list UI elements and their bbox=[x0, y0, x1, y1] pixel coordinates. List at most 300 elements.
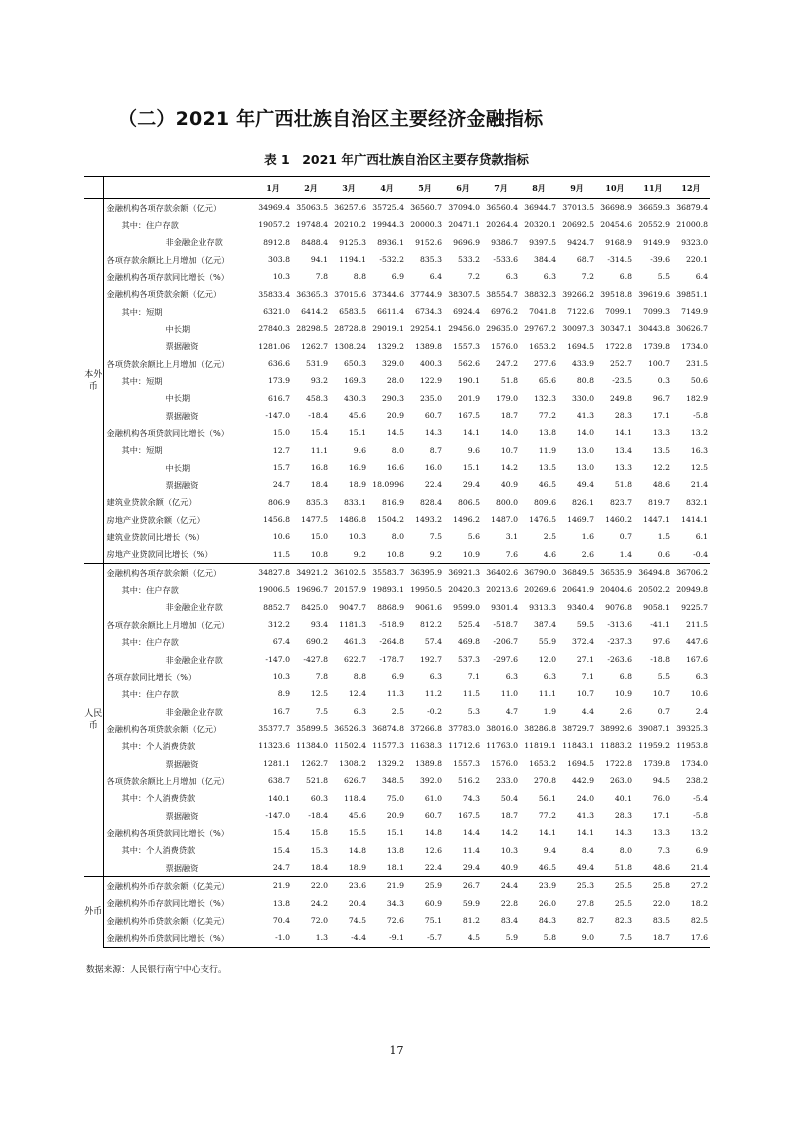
value-cell: 36698.9 bbox=[596, 199, 634, 217]
value-cell: 4.7 bbox=[505, 706, 518, 716]
value-cell: 516.2 bbox=[457, 776, 480, 786]
value-cell: 38307.5 bbox=[448, 289, 480, 299]
value-cell: 525.4 bbox=[457, 620, 480, 630]
value-cell: 9.4 bbox=[543, 845, 556, 855]
value-cell: 51.8 bbox=[500, 376, 518, 386]
value-cell: 36395.9 bbox=[406, 564, 444, 582]
value-cell: 15.0 bbox=[272, 428, 290, 438]
value-cell: 7.8 bbox=[315, 272, 328, 282]
value-cell: 94.5 bbox=[652, 776, 670, 786]
value-cell: -18.8 bbox=[650, 654, 670, 664]
group-label: 人民币 bbox=[84, 564, 103, 877]
value-cell: 21.4 bbox=[690, 480, 708, 490]
value-cell: 9301.4 bbox=[491, 602, 518, 612]
value-cell: 60.7 bbox=[424, 810, 442, 820]
value-cell: 7.1 bbox=[467, 672, 480, 682]
value-cell: 238.2 bbox=[685, 776, 708, 786]
value-cell: 68.7 bbox=[576, 254, 594, 264]
table-row bbox=[84, 772, 710, 789]
row-label: 票据融资 bbox=[165, 862, 199, 873]
value-cell: 9386.7 bbox=[491, 237, 518, 247]
value-cell: 15.1 bbox=[386, 828, 404, 838]
table-row bbox=[84, 494, 710, 511]
value-cell: 11.1 bbox=[310, 445, 328, 455]
row-label: 其中：住户存款 bbox=[121, 637, 179, 648]
value-cell: 12.4 bbox=[348, 689, 366, 699]
value-cell: 37744.9 bbox=[410, 289, 442, 299]
value-cell: 60.9 bbox=[424, 898, 442, 908]
group-label: 本外币 bbox=[84, 199, 103, 564]
value-cell: 8936.1 bbox=[377, 237, 404, 247]
section-heading: （二）2021 年广西壮族自治区主要经济金融指标 bbox=[118, 108, 544, 130]
table-row bbox=[84, 807, 710, 824]
value-cell: 49.4 bbox=[576, 480, 594, 490]
value-cell: 10.3 bbox=[500, 845, 518, 855]
value-cell: 36102.5 bbox=[330, 564, 368, 582]
value-cell: 1460.2 bbox=[605, 515, 632, 524]
value-cell: 13.8 bbox=[386, 845, 404, 855]
value-cell: 30443.8 bbox=[638, 324, 670, 334]
value-cell: 211.5 bbox=[685, 620, 708, 630]
value-cell: 16.9 bbox=[348, 462, 366, 472]
value-cell: 11.5 bbox=[272, 549, 290, 559]
value-cell: 14.0 bbox=[576, 428, 594, 438]
value-cell: 20157.9 bbox=[334, 585, 366, 595]
value-cell: 13.8 bbox=[538, 428, 556, 438]
table-row bbox=[84, 912, 710, 929]
value-cell: 83.5 bbox=[652, 915, 670, 925]
value-cell: 12.5 bbox=[310, 689, 328, 699]
table-row bbox=[84, 268, 710, 285]
value-cell: 75.1 bbox=[424, 915, 442, 925]
value-cell: 16.6 bbox=[386, 462, 404, 472]
value-cell: 1694.5 bbox=[567, 341, 594, 351]
value-cell: 167.5 bbox=[457, 410, 480, 420]
value-cell: 263.0 bbox=[609, 776, 632, 786]
value-cell: 167.6 bbox=[685, 654, 708, 664]
value-cell: 14.2 bbox=[500, 828, 518, 838]
value-cell: 7.2 bbox=[581, 272, 594, 282]
month-header: 5月 bbox=[406, 177, 444, 199]
value-cell: 38286.8 bbox=[524, 724, 556, 734]
value-cell: 12.7 bbox=[272, 445, 290, 455]
value-cell: 1181.3 bbox=[339, 620, 366, 630]
group-header-cell bbox=[84, 177, 103, 199]
label-header-cell bbox=[103, 177, 254, 199]
value-cell: 10.6 bbox=[272, 532, 290, 542]
value-cell: 9.6 bbox=[353, 445, 366, 455]
value-cell: 37015.6 bbox=[334, 289, 366, 299]
table-row bbox=[84, 320, 710, 337]
value-cell: 167.5 bbox=[457, 810, 480, 820]
table-row bbox=[84, 442, 710, 459]
value-cell: 6.4 bbox=[695, 272, 708, 282]
value-cell: 1476.5 bbox=[529, 515, 556, 524]
table-row bbox=[84, 216, 710, 233]
value-cell: 20404.6 bbox=[600, 585, 632, 595]
value-cell: 20692.5 bbox=[562, 220, 594, 230]
value-cell: 45.6 bbox=[348, 410, 366, 420]
month-header: 9月 bbox=[558, 177, 596, 199]
value-cell: 36874.8 bbox=[372, 724, 404, 734]
value-cell: 0.7 bbox=[619, 532, 632, 542]
value-cell: 1308.2 bbox=[339, 758, 366, 768]
value-cell: -532.2 bbox=[379, 254, 404, 264]
value-cell: 10.7 bbox=[652, 689, 670, 699]
value-cell: 270.8 bbox=[533, 776, 556, 786]
value-cell: 48.6 bbox=[652, 862, 670, 872]
value-cell: 800.0 bbox=[495, 497, 518, 507]
value-cell: 30626.7 bbox=[676, 324, 708, 334]
value-cell: 1456.8 bbox=[263, 515, 290, 524]
value-cell: 15.8 bbox=[310, 828, 328, 838]
value-cell: 252.7 bbox=[609, 358, 632, 368]
value-cell: 29767.2 bbox=[524, 324, 556, 334]
table-row bbox=[84, 824, 710, 841]
value-cell: 22.8 bbox=[500, 898, 518, 908]
value-cell: 11953.8 bbox=[676, 741, 708, 751]
value-cell: -518.9 bbox=[379, 620, 404, 630]
month-header: 1月 bbox=[254, 177, 292, 199]
value-cell: 1477.5 bbox=[301, 515, 328, 524]
value-cell: 1262.7 bbox=[301, 758, 328, 768]
table-row bbox=[84, 720, 710, 737]
value-cell: 24.4 bbox=[482, 877, 520, 895]
value-cell: 9047.7 bbox=[339, 602, 366, 612]
value-cell: 24.0 bbox=[576, 793, 594, 803]
value-cell: 9599.0 bbox=[453, 602, 480, 612]
value-cell: 11763.0 bbox=[486, 741, 518, 751]
value-cell: 15.1 bbox=[348, 428, 366, 438]
value-cell: 7.5 bbox=[596, 929, 634, 947]
month-header: 2月 bbox=[292, 177, 330, 199]
value-cell: 67.4 bbox=[272, 637, 290, 647]
value-cell: 7099.1 bbox=[605, 306, 632, 316]
value-cell: 384.4 bbox=[533, 254, 556, 264]
value-cell: 6.3 bbox=[429, 672, 442, 682]
value-cell: 8.7 bbox=[429, 445, 442, 455]
value-cell: 819.7 bbox=[647, 497, 670, 507]
value-cell: 14.1 bbox=[614, 428, 632, 438]
row-label: 房地产业贷款同比增长（%） bbox=[106, 549, 213, 560]
value-cell: 21.9 bbox=[254, 877, 292, 895]
value-cell: 10.8 bbox=[310, 549, 328, 559]
table-row bbox=[84, 424, 710, 441]
value-cell: 1722.8 bbox=[605, 341, 632, 351]
value-cell: 94.1 bbox=[310, 254, 328, 264]
value-cell: 6.9 bbox=[391, 672, 404, 682]
value-cell: 8.0 bbox=[391, 532, 404, 542]
value-cell: 36790.0 bbox=[520, 564, 558, 582]
value-cell: 616.7 bbox=[267, 393, 290, 403]
value-cell: 11323.6 bbox=[258, 741, 290, 751]
value-cell: 10.9 bbox=[614, 689, 632, 699]
value-cell: 447.6 bbox=[685, 637, 708, 647]
value-cell: 812.2 bbox=[419, 620, 442, 630]
value-cell: 11.5 bbox=[462, 689, 480, 699]
value-cell: 14.1 bbox=[462, 428, 480, 438]
value-cell: 1487.0 bbox=[491, 515, 518, 524]
value-cell: -18.4 bbox=[308, 810, 328, 820]
value-cell: 636.6 bbox=[267, 358, 290, 368]
value-cell: 9168.9 bbox=[605, 237, 632, 247]
table-row bbox=[84, 877, 710, 895]
value-cell: 1329.2 bbox=[377, 758, 404, 768]
value-cell: 1414.1 bbox=[681, 515, 708, 524]
value-cell: 39851.1 bbox=[676, 289, 708, 299]
table-row bbox=[84, 355, 710, 372]
value-cell: 81.2 bbox=[462, 915, 480, 925]
value-cell: 20949.8 bbox=[676, 585, 708, 595]
value-cell: 25.8 bbox=[634, 877, 672, 895]
value-cell: 15.7 bbox=[272, 462, 290, 472]
value-cell: -0.4 bbox=[693, 549, 708, 559]
value-cell: -1.0 bbox=[254, 929, 292, 947]
value-cell: 7.5 bbox=[429, 532, 442, 542]
value-cell: 118.4 bbox=[343, 793, 366, 803]
row-label: 各项贷款余额比上月增加（亿元） bbox=[106, 358, 230, 369]
value-cell: 83.4 bbox=[500, 915, 518, 925]
row-label: 各项存款余额比上月增加（亿元） bbox=[106, 619, 230, 630]
table-row bbox=[84, 546, 710, 564]
value-cell: 6.9 bbox=[695, 845, 708, 855]
value-cell: 531.9 bbox=[305, 358, 328, 368]
value-cell: 36944.7 bbox=[520, 199, 558, 217]
value-cell: 11.0 bbox=[500, 689, 518, 699]
value-cell: 27.1 bbox=[576, 654, 594, 664]
value-cell: 30097.3 bbox=[562, 324, 594, 334]
value-cell: 18.4 bbox=[310, 862, 328, 872]
value-cell: 1576.0 bbox=[491, 341, 518, 351]
value-cell: 100.7 bbox=[647, 358, 670, 368]
value-cell: 18.7 bbox=[500, 810, 518, 820]
value-cell: 38992.6 bbox=[600, 724, 632, 734]
value-cell: 38016.0 bbox=[486, 724, 518, 734]
value-cell: 11384.0 bbox=[296, 741, 328, 751]
value-cell: -427.8 bbox=[303, 654, 328, 664]
value-cell: 20454.6 bbox=[600, 220, 632, 230]
value-cell: 20502.2 bbox=[638, 585, 670, 595]
row-label: 中长期 bbox=[165, 462, 191, 473]
value-cell: 28.0 bbox=[386, 376, 404, 386]
value-cell: 82.5 bbox=[690, 915, 708, 925]
value-cell: 20269.6 bbox=[524, 585, 556, 595]
value-cell: 1281.1 bbox=[263, 758, 290, 768]
value-cell: 6.8 bbox=[619, 672, 632, 682]
value-cell: 36365.3 bbox=[296, 289, 328, 299]
row-label: 其中：短期 bbox=[121, 445, 163, 456]
value-cell: 11712.6 bbox=[448, 741, 480, 751]
month-header: 12月 bbox=[672, 177, 710, 199]
value-cell: -518.7 bbox=[493, 620, 518, 630]
month-header: 6月 bbox=[444, 177, 482, 199]
value-cell: 35833.4 bbox=[258, 289, 290, 299]
value-cell: 27.8 bbox=[576, 898, 594, 908]
value-cell: 638.7 bbox=[267, 776, 290, 786]
value-cell: 8868.9 bbox=[377, 602, 404, 612]
value-cell: 38832.3 bbox=[524, 289, 556, 299]
value-cell: 82.3 bbox=[614, 915, 632, 925]
value-cell: 12.5 bbox=[690, 462, 708, 472]
value-cell: 40.9 bbox=[500, 862, 518, 872]
value-cell: 17.1 bbox=[652, 410, 670, 420]
value-cell: 14.1 bbox=[538, 828, 556, 838]
row-label: 金融机构各项存款同比增长（%） bbox=[106, 271, 229, 282]
row-label: 其中：个人消费贷款 bbox=[121, 845, 196, 856]
row-label: 非金融企业存款 bbox=[165, 654, 223, 665]
value-cell: 14.8 bbox=[348, 845, 366, 855]
value-cell: 16.3 bbox=[690, 445, 708, 455]
value-cell: 1557.3 bbox=[453, 341, 480, 351]
value-cell: -9.1 bbox=[368, 929, 406, 947]
value-cell: 5.8 bbox=[520, 929, 558, 947]
value-cell: 5.3 bbox=[467, 706, 480, 716]
value-cell: 12.0 bbox=[538, 654, 556, 664]
value-cell: 37344.6 bbox=[372, 289, 404, 299]
value-cell: 9.2 bbox=[353, 549, 366, 559]
value-cell: 6.3 bbox=[353, 706, 366, 716]
value-cell: 14.5 bbox=[386, 428, 404, 438]
value-cell: 1694.5 bbox=[567, 758, 594, 768]
value-cell: 533.2 bbox=[457, 254, 480, 264]
value-cell: 11883.2 bbox=[600, 741, 632, 751]
value-cell: 37013.5 bbox=[558, 199, 596, 217]
value-cell: 49.4 bbox=[576, 862, 594, 872]
value-cell: 2.6 bbox=[619, 706, 632, 716]
month-header: 8月 bbox=[520, 177, 558, 199]
value-cell: 26.0 bbox=[538, 898, 556, 908]
value-cell: 6924.4 bbox=[453, 306, 480, 316]
row-label: 其中：个人消费贷款 bbox=[121, 793, 196, 804]
value-cell: -5.8 bbox=[693, 410, 708, 420]
value-cell: 93.4 bbox=[310, 620, 328, 630]
row-label: 金融机构各项贷款余额（亿元） bbox=[106, 723, 222, 734]
value-cell: 9152.6 bbox=[415, 237, 442, 247]
value-cell: 24.7 bbox=[272, 862, 290, 872]
row-label: 其中：短期 bbox=[121, 306, 163, 317]
value-cell: 51.8 bbox=[614, 480, 632, 490]
value-cell: 10.8 bbox=[386, 549, 404, 559]
table-row bbox=[84, 703, 710, 720]
value-cell: 20210.2 bbox=[334, 220, 366, 230]
value-cell: 8.8 bbox=[353, 672, 366, 682]
value-cell: 18.1 bbox=[386, 862, 404, 872]
value-cell: 11.4 bbox=[462, 845, 480, 855]
row-label: 各项贷款余额比上月增加（亿元） bbox=[106, 775, 230, 786]
value-cell: 24.2 bbox=[310, 898, 328, 908]
value-cell: 36706.2 bbox=[672, 564, 710, 582]
value-cell: 14.3 bbox=[614, 828, 632, 838]
value-cell: -41.1 bbox=[650, 620, 670, 630]
value-cell: 833.1 bbox=[343, 497, 366, 507]
value-cell: 387.4 bbox=[533, 620, 556, 630]
value-cell: -147.0 bbox=[265, 410, 290, 420]
value-cell: -533.6 bbox=[493, 254, 518, 264]
value-cell: 122.9 bbox=[419, 376, 442, 386]
value-cell: 247.2 bbox=[495, 358, 518, 368]
value-cell: 2.5 bbox=[543, 532, 556, 542]
value-cell: 1722.8 bbox=[605, 758, 632, 768]
month-header: 10月 bbox=[596, 177, 634, 199]
value-cell: 39087.1 bbox=[638, 724, 670, 734]
table-row bbox=[84, 859, 710, 877]
table-row bbox=[84, 842, 710, 859]
value-cell: 372.4 bbox=[571, 637, 594, 647]
value-cell: 13.3 bbox=[614, 462, 632, 472]
value-cell: 34921.2 bbox=[292, 564, 330, 582]
value-cell: 15.4 bbox=[272, 845, 290, 855]
row-label: 非金融企业存款 bbox=[165, 237, 223, 248]
value-cell: 45.6 bbox=[348, 810, 366, 820]
value-cell: 1653.2 bbox=[529, 341, 556, 351]
value-cell: 77.2 bbox=[538, 810, 556, 820]
value-cell: 36526.3 bbox=[334, 724, 366, 734]
value-cell: 27840.3 bbox=[258, 324, 290, 334]
value-cell: 0.7 bbox=[657, 706, 670, 716]
value-cell: 0.3 bbox=[657, 376, 670, 386]
value-cell: 22.4 bbox=[424, 480, 442, 490]
value-cell: 1734.0 bbox=[681, 341, 708, 351]
value-cell: 1308.24 bbox=[334, 341, 366, 351]
value-cell: 72.6 bbox=[386, 915, 404, 925]
table-header-row bbox=[84, 177, 710, 199]
table-row bbox=[84, 459, 710, 476]
value-cell: 190.1 bbox=[457, 376, 480, 386]
row-label: 非金融企业存款 bbox=[165, 706, 223, 717]
value-cell: 17.1 bbox=[652, 810, 670, 820]
value-cell: 22.0 bbox=[652, 898, 670, 908]
row-label: 金融机构外币贷款余额（亿美元） bbox=[106, 915, 230, 926]
row-label: 房地产业贷款余额（亿元） bbox=[106, 514, 205, 525]
value-cell: 37783.0 bbox=[448, 724, 480, 734]
table-row bbox=[84, 634, 710, 651]
value-cell: 51.8 bbox=[614, 862, 632, 872]
value-cell: 13.8 bbox=[272, 898, 290, 908]
value-cell: 25.5 bbox=[614, 898, 632, 908]
row-label: 中长期 bbox=[165, 393, 191, 404]
value-cell: 28.3 bbox=[614, 810, 632, 820]
value-cell: 75.0 bbox=[386, 793, 404, 803]
value-cell: 38729.7 bbox=[562, 724, 594, 734]
value-cell: 806.5 bbox=[457, 497, 480, 507]
table-row bbox=[84, 755, 710, 772]
value-cell: 15.1 bbox=[462, 462, 480, 472]
value-cell: -147.0 bbox=[265, 654, 290, 664]
month-header: 11月 bbox=[634, 177, 672, 199]
value-cell: 8.9 bbox=[277, 689, 290, 699]
value-cell: 10.3 bbox=[272, 272, 290, 282]
value-cell: 24.7 bbox=[272, 480, 290, 490]
table-row bbox=[84, 407, 710, 424]
row-label: 票据融资 bbox=[165, 410, 199, 421]
row-label: 票据融资 bbox=[165, 758, 199, 769]
value-cell: 18.7 bbox=[634, 929, 672, 947]
value-cell: 6976.2 bbox=[491, 306, 518, 316]
value-cell: 1653.2 bbox=[529, 758, 556, 768]
value-cell: 9076.8 bbox=[605, 602, 632, 612]
value-cell: 22.4 bbox=[424, 862, 442, 872]
value-cell: -206.7 bbox=[493, 637, 518, 647]
value-cell: 312.2 bbox=[267, 620, 290, 630]
value-cell: 15.3 bbox=[310, 845, 328, 855]
row-label: 各项存款余额比上月增加（亿元） bbox=[106, 254, 230, 265]
value-cell: 19893.1 bbox=[372, 585, 404, 595]
value-cell: 1194.1 bbox=[339, 254, 366, 264]
value-cell: 28298.5 bbox=[296, 324, 328, 334]
value-cell: 835.3 bbox=[419, 254, 442, 264]
value-cell: 29254.1 bbox=[410, 324, 442, 334]
value-cell: 14.4 bbox=[462, 828, 480, 838]
